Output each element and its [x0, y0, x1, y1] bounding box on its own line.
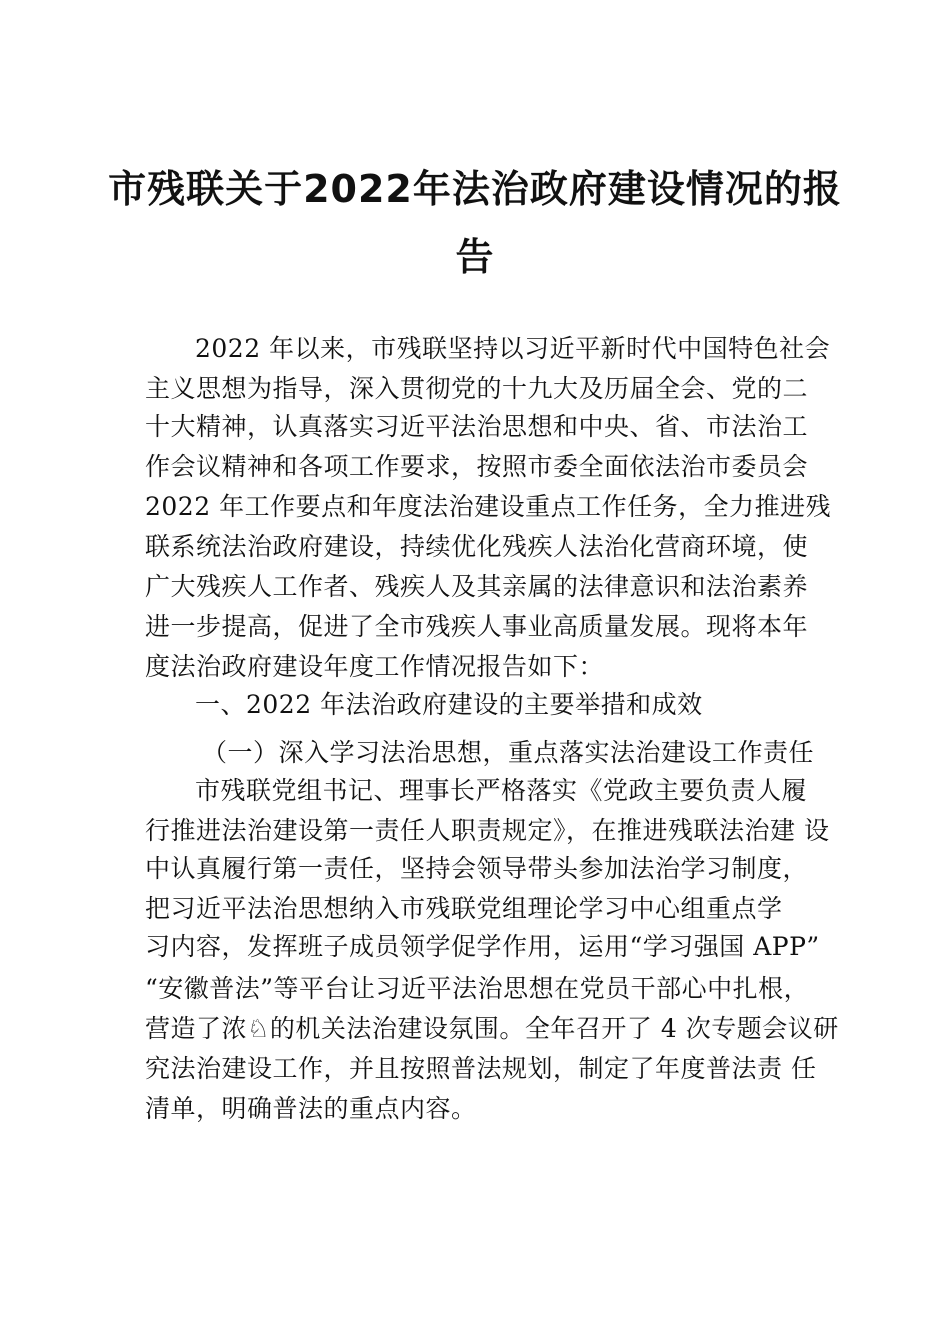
body-line: “安徽普法”等平台让习近平法治思想在党员干部心中扎根，	[145, 974, 810, 1003]
body-line: 广大残疾人工作者、残疾人及其亲属的法律意识和法治素养	[145, 572, 809, 601]
body-line: 营造了浓♘的机关法治建设氛围。全年召开了 4 次专题会议研	[145, 1014, 839, 1043]
body-line: 十大精神，认真落实习近平法治思想和中央、省、市法治工	[145, 412, 809, 441]
body-line: 习内容，发挥班子成员领学促学作用，运用“学习强国 APP”	[145, 932, 820, 961]
body-line: 清单，明确普法的重点内容。	[145, 1094, 477, 1123]
subsection-heading: （一）深入学习法治思想，重点落实法治建设工作责任	[202, 738, 815, 767]
body-line: 主义思想为指导，深入贯彻党的十九大及历届全会、党的二	[145, 374, 809, 403]
document-title-line-1: 市残联关于2022年法治政府建设情况的报	[108, 167, 842, 211]
body-line: 2022 年以来，市残联坚持以习近平新时代中国特色社会	[195, 334, 831, 363]
body-line: 市残联党组书记、理事长严格落实《党政主要负责人履	[195, 776, 808, 805]
body-line: 2022 年工作要点和年度法治建设重点工作任务，全力推进残	[145, 492, 832, 521]
body-line: 度法治政府建设年度工作情况报告如下：	[145, 652, 605, 681]
body-line: 中认真履行第一责任，坚持会领导带头参加法治学习制度，	[145, 854, 809, 883]
body-line: 联系统法治政府建设，持续优化残疾人法治化营商环境，使	[145, 532, 809, 561]
section-heading: 一、2022 年法治政府建设的主要举措和成效	[195, 690, 703, 719]
body-line: 进一步提高，促进了全市残疾人事业高质量发展。现将本年	[145, 612, 809, 641]
body-line: 作会议精神和各项工作要求，按照市委全面依法治市委员会	[145, 452, 809, 481]
body-line: 行推进法治建设第一责任人职责规定》，在推进残联法治建 设	[145, 816, 830, 845]
body-line: 把习近平法治思想纳入市残联党组理论学习中心组重点学	[145, 894, 783, 923]
document-title-line-2: 告	[455, 235, 495, 279]
body-line: 究法治建设工作，并且按照普法规划，制定了年度普法责 任	[145, 1054, 817, 1083]
